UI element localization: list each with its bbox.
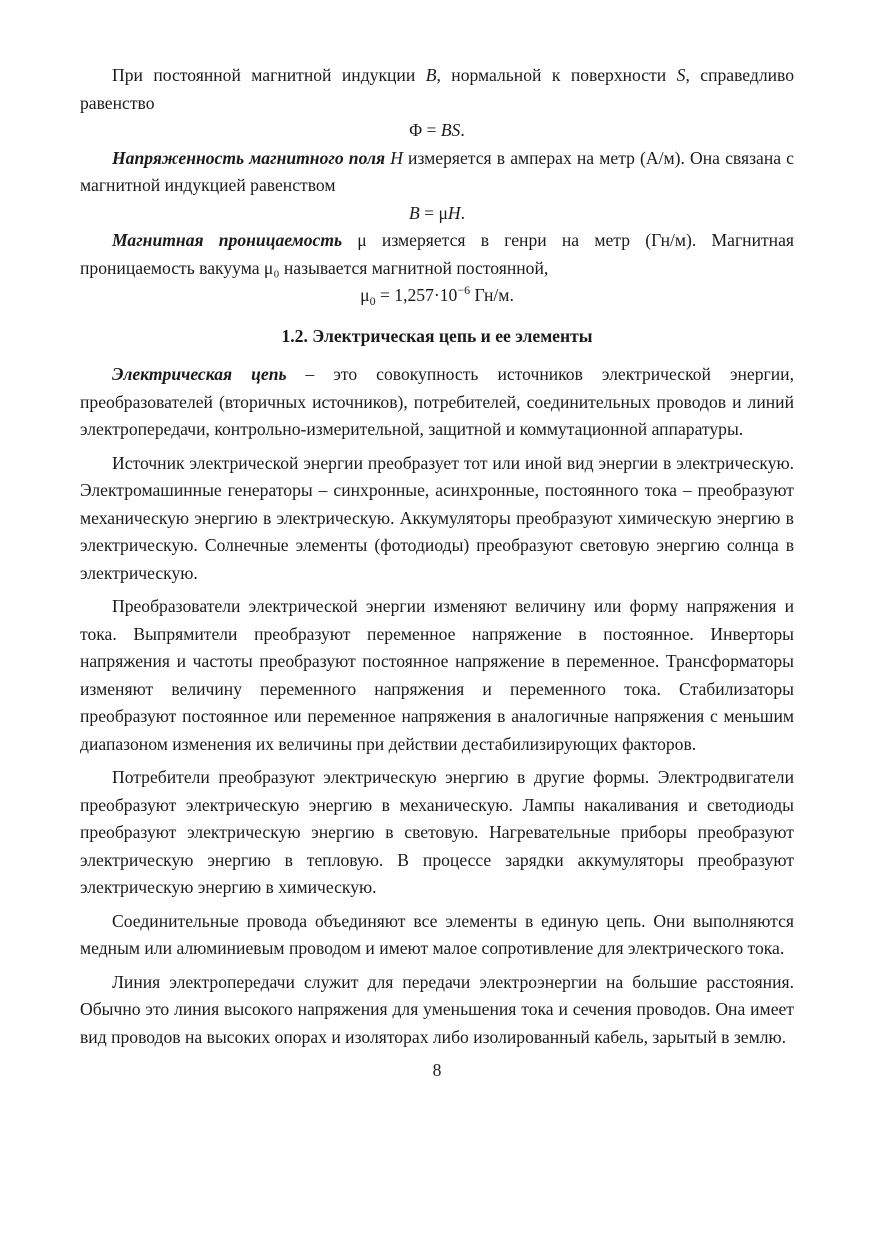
formula-mu0 [80, 282, 794, 310]
symbol-s: S [676, 65, 686, 85]
formula-mu: μ [360, 285, 370, 305]
page-number: 8 [432, 1060, 442, 1080]
formula-lhs: B [408, 202, 420, 223]
symbol-h: H [390, 147, 403, 168]
paragraph-flux [80, 62, 794, 117]
paragraph-consumers: Потребители преобразуют электрическую энергию в другие формы. Электродвигатели преобразуют электрическую энергию в механическую. Лампы накаливания и светодиоды преобразуют электрическую энергию в световую. Нагревательные приборы преобразуют электрическую энергию в тепловую. В процессе зарядки аккумуляторы преобразуют электрическую энергию в химическую. [80, 767, 794, 897]
paragraph-sources: Источник электрической энергии преобразует тот или иной вид энергии в электрическую. Электромашинные генераторы – синхронные, асинхронные, постоянного тока – преобразуют механическую энергию в электрическую. Аккумуляторы преобразуют химическую энергию в электрическую. Солнечные элементы (фотодиоды) преобразуют световую энергию солнца в электрическую. [80, 452, 794, 583]
formula-value: = 1,257·10 [375, 285, 458, 305]
formula-exponent: −6 [457, 283, 471, 297]
formula-mid: = μ [419, 202, 448, 223]
document-page [80, 62, 794, 1085]
paragraph-circuit [80, 361, 794, 444]
formula-rhs: H [447, 202, 461, 223]
formula-induction [80, 200, 794, 228]
text-run: измеряется в амперах на метр (А/м). Она связана с магнитной индукцией равенством [80, 147, 794, 195]
term-field-strength: Напряженность магнитного поля [112, 147, 386, 168]
formula-flux [80, 117, 794, 145]
text-run: , нормальной к поверхности [436, 65, 677, 85]
formula-rhs: BS [440, 120, 461, 140]
formula-end: . [460, 202, 466, 223]
term-circuit: Электрическая цепь [112, 364, 287, 384]
formula-subscript: 0 [369, 294, 376, 308]
paragraph-field-strength [80, 145, 794, 200]
formula-lhs: Φ = [409, 120, 441, 140]
symbol-b: B [425, 65, 437, 85]
text-run: , справедливо равенство [80, 65, 795, 113]
paragraph-wires: Соединительные провода объединяют все элементы в единую цепь. Они выполняются медным или алюминиевым проводом и имеют малое сопротивление для электрического тока. [80, 910, 794, 958]
formula-unit: Гн/м. [470, 285, 514, 305]
paragraph-power-line: Линия электропередачи служит для передачи электроэнергии на большие расстояния. Обычно это линия высокого напряжения для уменьшения тока и сечения проводов. Она имеет вид проводов на высоких опорах и изоляторах либо изолированный кабель, зарытый в землю. [80, 971, 794, 1047]
paragraph-converters: Преобразователи электрической энергии изменяют величину или форму напряжения и тока. Выпрямители преобразуют переменное напряжение в постоянное. Инверторы напряжения и частоты преобразуют постоянное напряжение в переменное. Трансформаторы изменяют величину переменного напряжения и переменного тока. Стабилизаторы преобразуют постоянное или переменное напряжения в аналогичные напряжения с меньшим диапазоном изменения их величины при действии дестабилизирующих факторов. [80, 596, 794, 754]
text-run: μ измеряется в генри на метр (Гн/м). Магнитная проницаемость вакуума μ₀ называется магнитной постоянной, [80, 230, 794, 278]
section-heading: 1.2. Электрическая цепь и ее элементы [281, 325, 593, 346]
formula-end: . [460, 120, 465, 140]
text-run: При постоянной магнитной индукции [112, 65, 426, 85]
term-permeability: Магнитная проницаемость [112, 230, 343, 250]
paragraph-permeability [80, 227, 794, 282]
text-run: – это совокупность источников электрической энергии, преобразователей (вторичных источников), потребителей, соединительных проводов и линий электропередачи, контрольно-измерительной, защитной и коммутационной аппаратуры. [80, 364, 794, 439]
